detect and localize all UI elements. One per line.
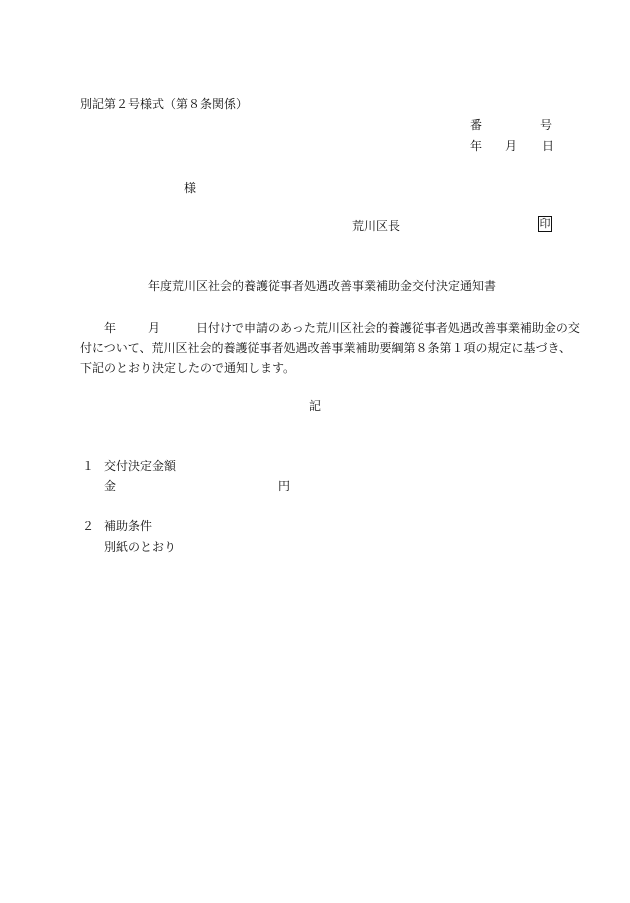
form-reference: 別記第２号様式（第８条関係）	[80, 97, 249, 111]
body-line-3: 下記のとおり決定したので通知します。	[80, 361, 296, 375]
notice-body	[80, 321, 580, 382]
item-2-number: ２	[82, 519, 95, 533]
body-month: 月	[148, 321, 161, 335]
item-1-number: １	[82, 459, 95, 473]
body-line-1-text: 日付けで申請のあった荒川区社会的養護従事者処遇改善事業補助金の交	[196, 321, 580, 335]
ki-heading: 記	[309, 399, 322, 413]
body-line-1	[80, 321, 580, 342]
document-title: 年度荒川区社会的養護従事者処遇改善事業補助金交付決定通知書	[148, 279, 497, 293]
item-1-label: 交付決定金額	[104, 459, 177, 473]
item-2-detail: 別紙のとおり	[104, 540, 177, 554]
body-line-2: 付について、荒川区社会的養護従事者処遇改善事業補助要綱第８条第１項の規定に基づき、	[80, 341, 572, 355]
amount-suffix: 円	[278, 479, 291, 493]
number-label: 番	[470, 118, 483, 132]
item-2-label: 補助条件	[104, 519, 153, 533]
issuer-name: 荒川区長	[352, 219, 401, 233]
date-day: 日	[542, 139, 555, 153]
amount-prefix: 金	[104, 479, 117, 493]
number-suffix: 号	[540, 118, 553, 132]
body-year: 年	[104, 321, 117, 335]
seal-mark: 印	[539, 217, 551, 230]
addressee-suffix: 様	[184, 181, 197, 195]
document-number-line	[470, 119, 552, 131]
date-year: 年	[470, 139, 483, 153]
document-date-line	[470, 140, 554, 152]
date-month: 月	[505, 139, 518, 153]
